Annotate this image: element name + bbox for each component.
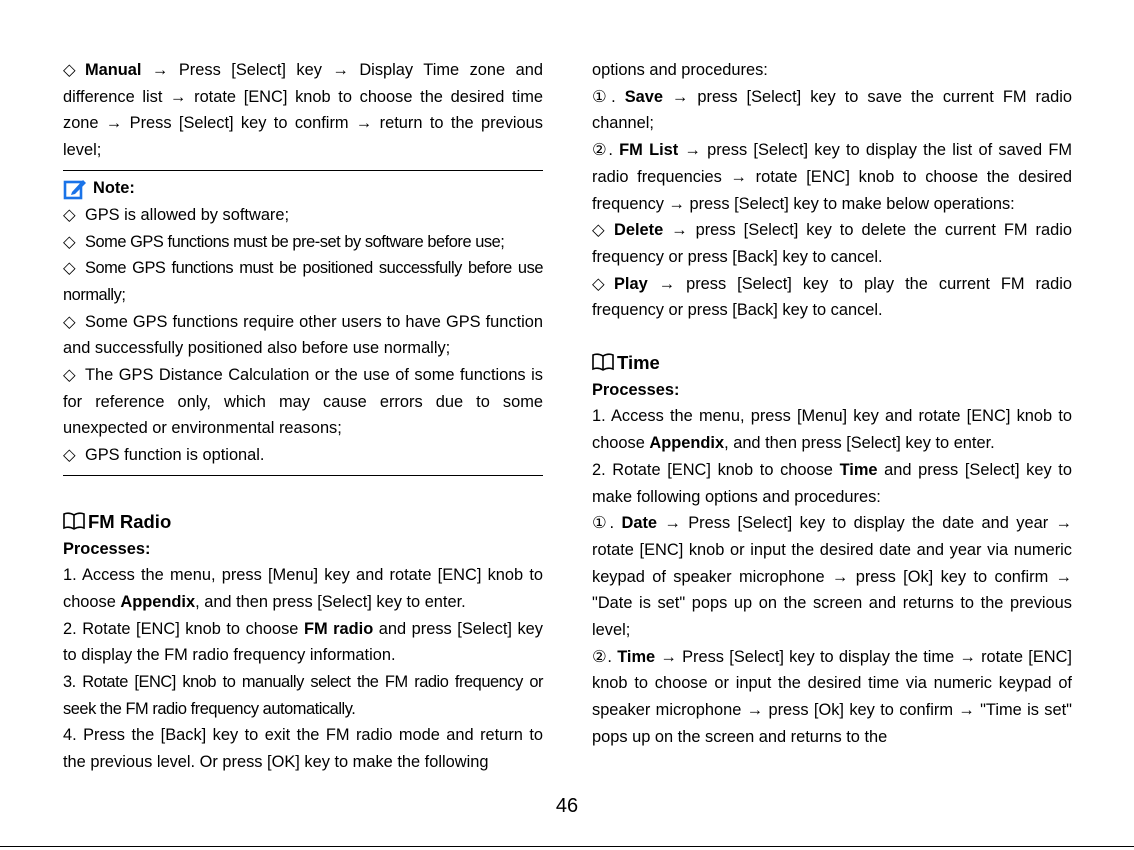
diamond-bullet-icon: ◇ bbox=[63, 312, 76, 331]
diamond-bullet-icon: ◇ bbox=[63, 61, 76, 79]
manual-paragraph: ◇ Manual → Press [Select] key → Display Time zone and difference list → rotate [ENC] knob to choose the desired time zone → Press [Select] key to confirm → return to the previous level; bbox=[63, 57, 543, 164]
diamond-bullet-icon: ◇ bbox=[63, 446, 76, 465]
diamond-bullet-icon: ◇ bbox=[63, 366, 76, 385]
page-number: 46 bbox=[555, 795, 579, 817]
note-heading: Note: bbox=[63, 176, 543, 202]
spacer bbox=[63, 481, 543, 509]
note-item: ◇ Some GPS functions require other users to have GPS function and successfully positioned also before use normally; bbox=[63, 309, 543, 362]
note-item: ◇ GPS function is optional. bbox=[63, 442, 543, 469]
step-1: 1. Access the menu, press [Menu] key and rotate [ENC] knob to choose Appendix, and then press [Select] key to enter. bbox=[63, 566, 543, 611]
option-time: ②. Time → Press [Select] key to display the time → rotate [ENC] knob to choose or input the desired time via numeric keypad of speaker microphone → press [Ok] key to confirm → "Time is set" pops up on the screen and returns to the bbox=[592, 647, 1072, 746]
step-3: 3. Rotate [ENC] knob to manually select the FM radio frequency or seek the FM radio frequency automatically. bbox=[63, 673, 543, 718]
option-fm-list: ②. FM List → press [Select] key to display the list of saved FM radio frequencies → rotate [ENC] knob to choose the desired frequency → press [Select] key to make below operations: bbox=[592, 141, 1073, 213]
right-column bbox=[592, 57, 1072, 751]
step-4: 4. Press the [Back] key to exit the FM radio mode and return to the previous level. Or press [OK] key to make the following bbox=[63, 726, 543, 772]
processes-label: Processes: bbox=[592, 380, 680, 399]
note-edit-icon bbox=[63, 177, 87, 201]
open-book-icon bbox=[63, 511, 85, 529]
processes-label: Processes: bbox=[63, 539, 151, 558]
option-date: ①. Date → Press [Select] key to display the date and year → rotate [ENC] knob or input the desired date and year via numeric keypad of speaker microphone → press [Ok] key to confirm → "Date is set" pops up on the screen and returns to the previous level; bbox=[592, 514, 1072, 640]
note-item: ◇ Some GPS functions must be positioned successfully before use normally; bbox=[63, 255, 543, 308]
spacer bbox=[592, 324, 1072, 350]
diamond-bullet-icon: ◇ bbox=[592, 221, 605, 240]
diamond-bullet-icon: ◇ bbox=[63, 259, 76, 278]
diamond-bullet-icon: ◇ bbox=[63, 232, 76, 251]
step-2: 2. Rotate [ENC] knob to choose FM radio and press [Select] key to display the FM radio frequency information. bbox=[63, 619, 543, 665]
divider bbox=[63, 475, 543, 476]
options-intro: options and procedures: bbox=[592, 61, 768, 79]
diamond-bullet-icon: ◇ bbox=[592, 274, 605, 293]
diamond-bullet-icon: ◇ bbox=[63, 205, 76, 224]
section-title-fm-radio: FM Radio bbox=[63, 509, 543, 536]
page-bottom-divider bbox=[0, 846, 1134, 847]
step-1: 1. Access the menu, press [Menu] key and rotate [ENC] knob to choose Appendix, and then press [Select] key to enter. bbox=[592, 407, 1072, 453]
option-save: ①. Save → press [Select] key to save the current FM radio channel; bbox=[592, 87, 1072, 133]
note-item: ◇ Some GPS functions must be pre-set by software before use; bbox=[63, 229, 543, 256]
section-title-time: Time bbox=[592, 350, 1072, 377]
left-column bbox=[63, 57, 543, 776]
divider bbox=[63, 170, 543, 171]
note-item: ◇ GPS is allowed by software; bbox=[63, 202, 543, 229]
option-play: ◇ Play → press [Select] key to play the current FM radio frequency or press [Back] key to cancel. bbox=[592, 271, 1072, 324]
option-delete: ◇ Delete → press [Select] key to delete the current FM radio frequency or press [Back] key to cancel. bbox=[592, 217, 1072, 270]
open-book-icon bbox=[592, 352, 614, 370]
step-2: 2. Rotate [ENC] knob to choose Time and press [Select] key to make following options and procedures: bbox=[592, 460, 1072, 506]
note-item: ◇ The GPS Distance Calculation or the use of some functions is for reference only, which may cause errors due to some unexpected or environmental reasons; bbox=[63, 362, 543, 442]
